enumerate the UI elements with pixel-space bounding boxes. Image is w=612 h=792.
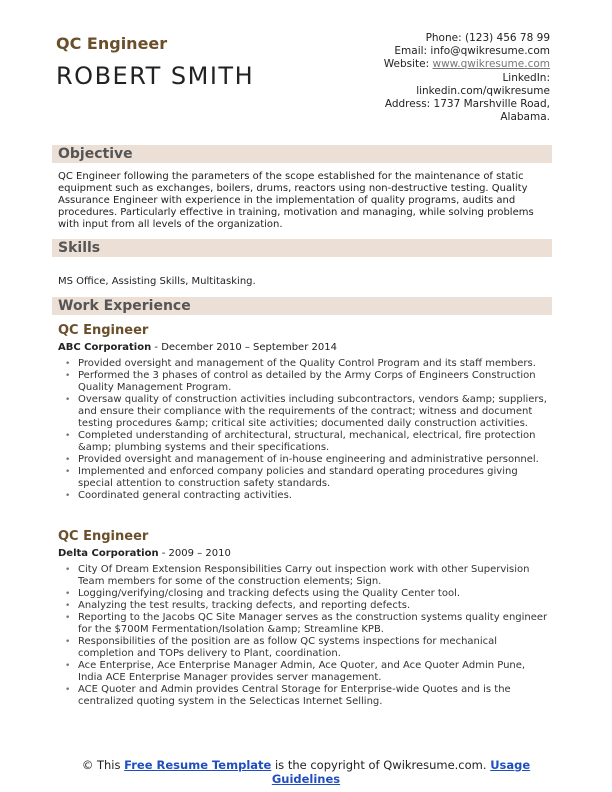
footer [0, 758, 612, 786]
list-item: • City Of Dream Extension Responsibilities Carry out inspection work with other Supervision Team members for some of the construction elements; Sign. [58, 564, 550, 588]
list-item: • Analyzing the test results, tracking defects, and reporting defects. [58, 600, 550, 612]
job-dates: - December 2010 – September 2014 [151, 342, 337, 353]
usage-guidelines-link-1[interactable]: Usage [490, 758, 531, 772]
address-value: 1737 Marshville Road, [433, 98, 550, 111]
email-line: Email: info@qwikresume.com [394, 45, 550, 58]
list-item: • Reporting to the Jacobs QC Site Manager serves as the construction systems quality engineer for the $700M Fermentation/Isolation &amp; Streamline KPB. [58, 612, 550, 636]
candidate-name: ROBERT SMITH [56, 62, 255, 90]
footer-copyright-prefix: © This [81, 758, 125, 772]
list-item: • Performed the 3 phases of control as detailed by the Army Corps of Engineers Construction Quality Management Program. [58, 370, 550, 394]
phone-line: Phone: (123) 456 78 99 [425, 32, 550, 44]
company-line [58, 548, 231, 559]
job-title: QC Engineer [58, 323, 149, 338]
email-value: info@qwikresume.com [430, 45, 550, 58]
linkedin-label: LinkedIn: [502, 71, 550, 84]
list-item: • Implemented and enforced company policies and standard operating procedures giving special attention to construction safety standards. [58, 466, 550, 490]
list-item: • Provided oversight and management of the Quality Control Program and its staff members. [58, 358, 550, 370]
phone-value: (123) 456 78 99 [464, 32, 550, 44]
list-item: • Coordinated general contracting activities. [58, 490, 550, 502]
job-title: QC Engineer [58, 529, 149, 544]
skills-text: MS Office, Assisting Skills, Multitasking. [58, 276, 256, 287]
work-experience-heading: Work Experience [52, 297, 552, 315]
free-resume-template-link[interactable]: Free Resume Template [124, 758, 272, 772]
address-line-2: Alabama. [500, 111, 550, 124]
job-bullets [58, 358, 550, 502]
website-line: Website: www.qwikresume.com [383, 58, 550, 71]
objective-text: QC Engineer following the parameters of the scope established for the maintenance of static equipment such as exchanges, boilers, drums, reactors using non-destructive testing. Quality Assurance Engineer with experience in the implementation of quality programs, audits and procedures. Particularly effective in training, motivation and managing, while solving problems with input from all levels of the organization. [58, 171, 534, 231]
usage-guidelines-link-2[interactable]: Guidelines [271, 772, 341, 786]
list-item: • Completed understanding of architectural, structural, mechanical, electrical, fire protection &amp; plumbing systems and their specifications. [58, 430, 550, 454]
header-job-title: QC Engineer [56, 34, 168, 53]
website-link[interactable]: www.qwikresume.com [432, 58, 550, 71]
company-name: Delta Corporation [58, 548, 159, 559]
company-line [58, 342, 337, 353]
contact-block [384, 32, 550, 124]
list-item: • ACE Quoter and Admin provides Central Storage for Enterprise-wide Quotes and is the centralized quoting system in the Selecticas Internet Selling. [58, 684, 550, 708]
skills-heading: Skills [52, 239, 552, 257]
objective-heading: Objective [52, 145, 552, 163]
company-name: ABC Corporation [58, 342, 152, 353]
list-item: • Oversaw quality of construction activities including subcontractors, vendors &amp; suppliers, and ensure their compliance with the requirements of the contract; witness and document testing procedures &amp; critical site activities; documented daily construction activities. [58, 394, 550, 430]
list-item: • Provided oversight and management of in-house engineering and administrative personnel. [58, 454, 550, 466]
job-dates: - 2009 – 2010 [158, 548, 231, 559]
list-item: • Logging/verifying/closing and tracking defects using the Quality Center tool. [58, 588, 550, 600]
footer-copyright-middle: is the copyright of Qwikresume.com. [271, 758, 491, 772]
address-line: Address: 1737 Marshville Road, [384, 98, 550, 111]
job-bullets [58, 564, 550, 708]
list-item: • Responsibilities of the position are as follow QC systems inspections for mechanical completion and TOPs delivery to Plant, coordination. [58, 636, 550, 660]
list-item: • Ace Enterprise, Ace Enterprise Manager Admin, Ace Quoter, and Ace Quoter Admin Pune, India ACE Enterprise Manager provides server management. [58, 660, 550, 684]
linkedin-value: linkedin.com/qwikresume [416, 84, 550, 97]
